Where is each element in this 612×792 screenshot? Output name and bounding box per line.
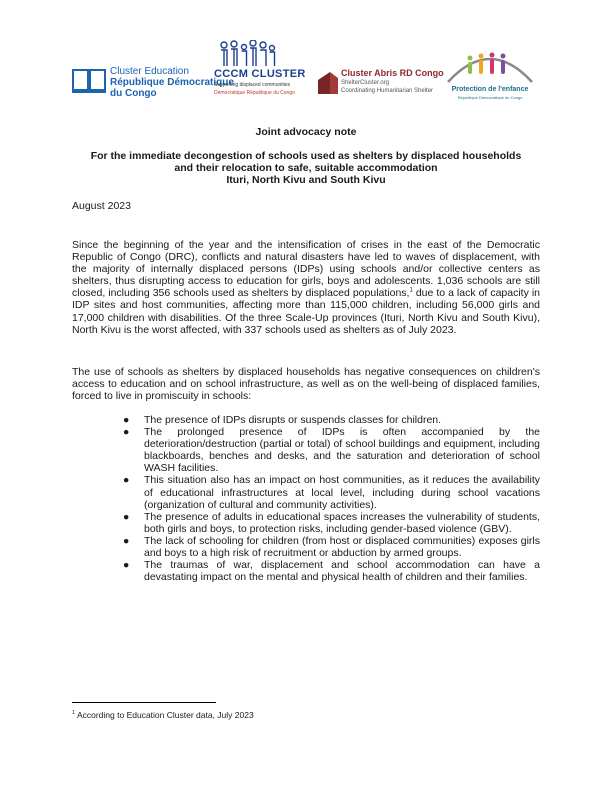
shelter-cluster-line2: ShelterCluster.org bbox=[341, 80, 390, 86]
bullet-icon: ● bbox=[123, 414, 130, 426]
list-item bbox=[72, 474, 540, 510]
logo-banner bbox=[0, 0, 612, 110]
document-heading: Joint advocacy note bbox=[255, 126, 357, 138]
paragraph-1-part2: due to a lack of capacity in IDP sites and host communities, affecting more than 115,000 children, including 56,000 girls and 17,000 children with disabilities. Of the three Scale-Up provinces (Ituri, North Kivu and South Kivu), North Kivu is the worst affected, with 337 schools used as shelters as of July 2023. bbox=[72, 287, 541, 336]
subtitle-line3: Ituri, North Kivu and South Kivu bbox=[226, 174, 386, 186]
list-item bbox=[72, 426, 540, 474]
list-item-text: The lack of schooling for children (from host or displaced communities) exposes girls and boys to a high risk of recruitment or abduction by armed groups. bbox=[144, 534, 540, 560]
education-cluster-line3: du Congo bbox=[110, 88, 157, 99]
list-item-text: This situation also has an impact on host communities, as it reduces the availability of educational infrastructures at local level, including during school vacations (organization of cultural and community activities). bbox=[144, 474, 540, 511]
child-protection-line2: République Démocratique du Congo bbox=[457, 95, 523, 100]
bullet-icon: ● bbox=[123, 559, 130, 572]
footnote-reference[interactable]: 1 bbox=[409, 287, 413, 294]
cccm-cluster-name: CCCM CLUSTER bbox=[214, 68, 306, 80]
list-item bbox=[72, 535, 540, 559]
children-arc-icon bbox=[440, 42, 540, 86]
footnote bbox=[72, 710, 254, 720]
document-subtitle bbox=[72, 150, 540, 186]
footnote-number: 1 bbox=[72, 710, 76, 717]
footnote-divider bbox=[72, 702, 216, 703]
cccm-cluster-logo bbox=[214, 40, 306, 106]
subtitle-line2: and their relocation to safe, suitable accommodation bbox=[174, 162, 438, 174]
subtitle-line1: For the immediate decongestion of schools used as shelters by displaced households bbox=[90, 150, 522, 162]
paragraph-2: The use of schools as shelters by displaced households has negative consequences on children's access to education and on school infrastructure, as well as on the well-being of displaced families, forced to live in promiscuity in schools: bbox=[72, 366, 540, 403]
education-cluster-line2: République Démocratique bbox=[110, 77, 234, 88]
open-book-icon bbox=[72, 68, 106, 94]
bullet-icon: ● bbox=[123, 474, 130, 487]
education-cluster-line1: Cluster Education bbox=[110, 66, 189, 77]
footnote-text: According to Education Cluster data, July 2023 bbox=[75, 710, 254, 720]
child-protection-logo bbox=[440, 42, 540, 106]
list-item-text: The presence of adults in educational spaces increases the vulnerability of students, both girls and boys, to protection risks, including gender-based violence (GBV). bbox=[144, 510, 540, 535]
shelter-cluster-line3: Coordinating Humanitarian Shelter bbox=[341, 88, 434, 94]
shelter-house-icon bbox=[318, 70, 338, 94]
cccm-cluster-tagline: Supporting displaced communities bbox=[214, 82, 291, 88]
cccm-cluster-country: Démocratique République du Congo bbox=[214, 90, 295, 96]
list-item-text: The presence of IDPs disrupts or suspends classes for children. bbox=[144, 414, 442, 426]
child-protection-line1: Protection de l'enfance bbox=[451, 86, 529, 93]
consequences-list bbox=[72, 414, 540, 583]
list-item-text: The prolonged presence of IDPs is often accompanied by the deterioration/destruction (partial or total) of school buildings and equipment, including blackboards, benches and desks, and the saturation and deterioration of school WASH facilities. bbox=[144, 426, 540, 475]
bullet-icon: ● bbox=[123, 534, 130, 547]
paragraph-1-part1: Since the beginning of the year and the intensification of crises in the east of the Democratic Republic of Congo (DRC), conflicts and natural disasters have led to waves of displacement, with the majority of internally displaced persons (IDPs) using schools and/or collective centers as shelters, thus disrupting access to education for girls, boys and adolescents. 1,036 schools are still closed, including 356 schools used as shelters by displaced populations, bbox=[72, 239, 540, 300]
shelter-cluster-logo bbox=[318, 68, 444, 98]
paragraph-1 bbox=[72, 239, 540, 336]
list-item bbox=[72, 559, 540, 583]
people-silhouettes-icon bbox=[218, 40, 278, 68]
list-item bbox=[72, 511, 540, 535]
bullet-icon: ● bbox=[123, 510, 130, 523]
bullet-icon: ● bbox=[123, 426, 130, 439]
document-date: August 2023 bbox=[72, 200, 131, 212]
list-item-text: The traumas of war, displacement and school accommodation can have a devastating impact on the mental and physical health of children and their families. bbox=[144, 559, 540, 584]
list-item bbox=[72, 414, 540, 426]
shelter-cluster-line1: Cluster Abris RD Congo bbox=[341, 68, 444, 78]
